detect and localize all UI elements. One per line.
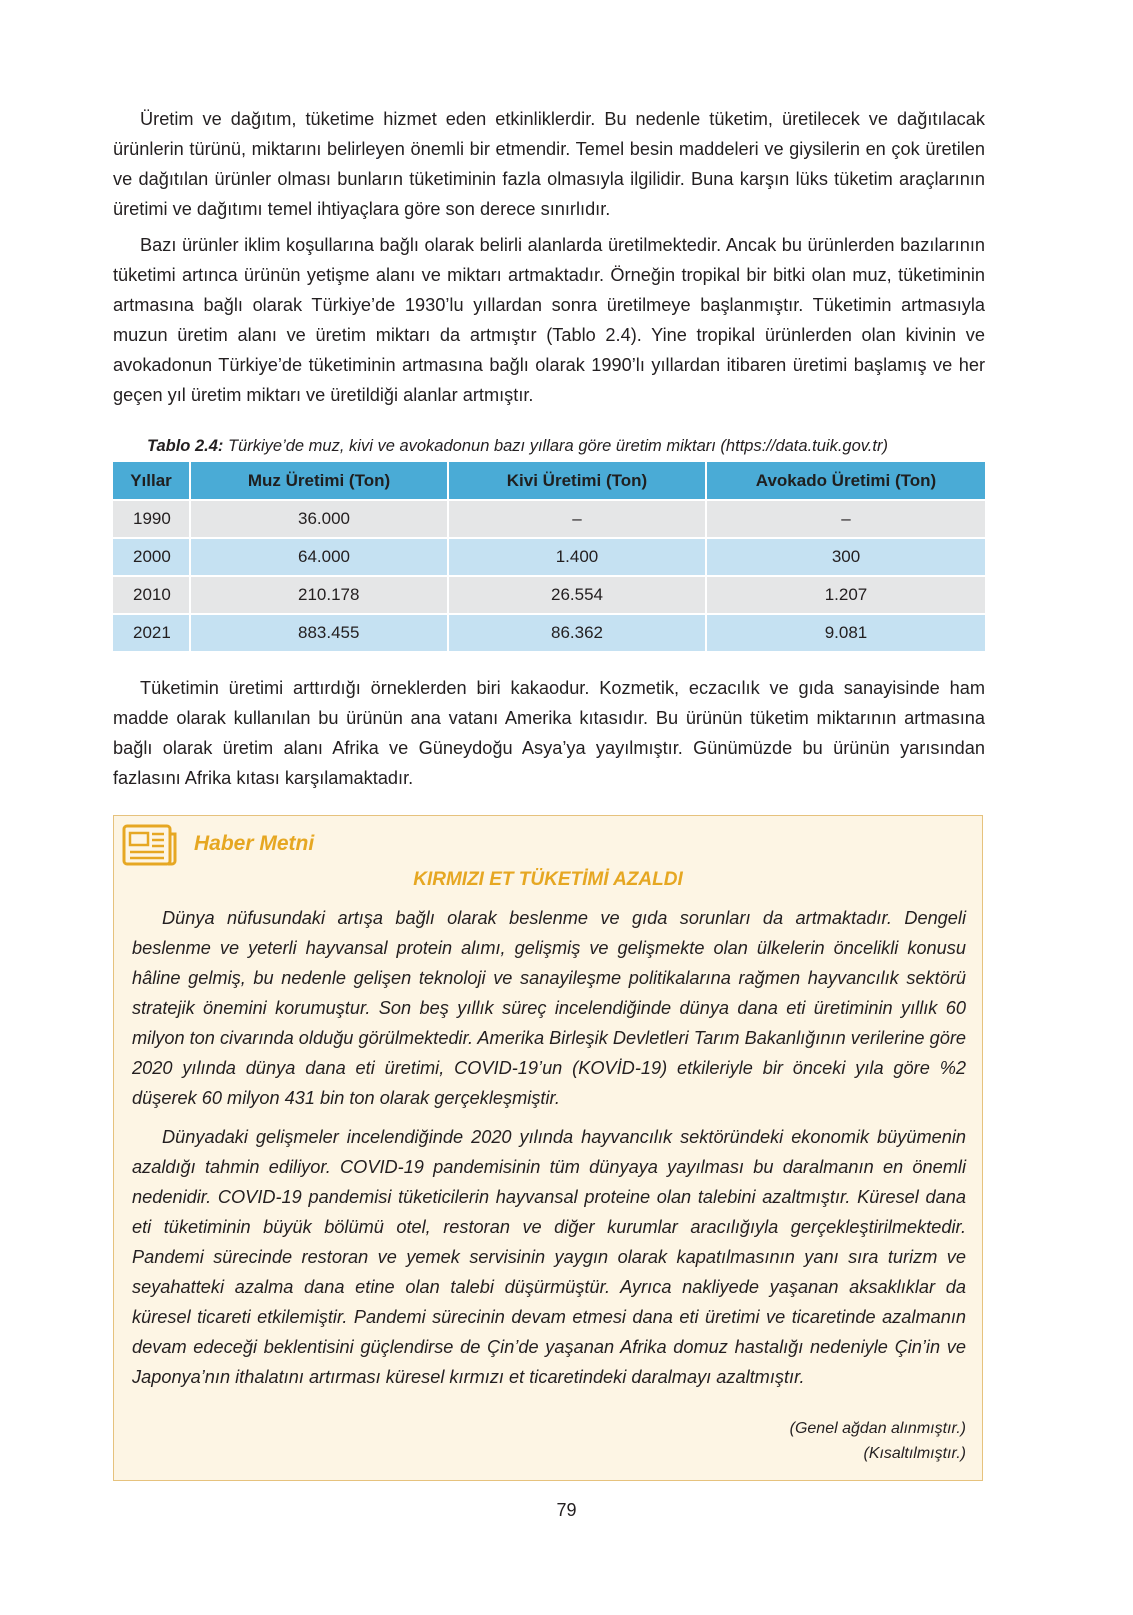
paragraph: Üretim ve dağıtım, tüketime hizmet eden etkinliklerdir. Bu nedenle tüketim, üretilecek ve dağıtılacak ürünlerin türünü, miktarını belirleyen önemli bir etmendir. Temel besin maddeleri ve giysilerin en çok üretilen ve dağıtılan ürünler olması bunların tüketiminin fazla olmasıyla ilgilidir. Buna karşın lüks tüketim araçlarının üretimi ve dağıtımı temel ihtiyaçlara göre son derece sınırlıdır.: [113, 109, 985, 219]
news-body: [132, 903, 966, 1392]
paragraph: Bazı ürünler iklim koşullarına bağlı olarak belirli alanlarda üretilmektedir. Ancak bu ürünlerden bazılarının tüketimi artınca ürünün yetişme alanı ve miktarı artmaktadır. Örneğin tropikal bir bitki olan muz, tüketiminin artmasına bağlı olarak Türkiye’de 1930’lu yıllardan sonra üretilmeye başlanmıştır. Tüketimin artmasıyla muzun üretim alanı ve üretim miktarı da artmıştır (Tablo 2.4). Yine tropikal ürünlerden olan kivinin ve avokadonun Türkiye’de tüketiminin artmasına bağlı olarak 1990’lı yıllardan itibaren üretimi başlamış ve her geçen yıl üretim miktarı ve üretildiği alanlar artmıştır.: [113, 235, 985, 405]
news-paragraph: Dünyadaki gelişmeler incelendiğinde 2020 yılında hayvancılık sektöründeki ekonomik büyümenin azaldığı tahmin ediliyor. COVID-19 pandemisinin tüm dünyaya yayılması bu daralmanın en önemli nedenidir. COVID-19 pandemisi tüketicilerin hayvansal proteine olan talebini azaltmıştır. Küresel dana eti tüketiminin büyük bölümü otel, restoran ve diğer kurumlar aracılığıyla gerçekleştirilmektedir. Pandemi sürecinde restoran ve yemek servisinin yaygın olarak kapatılmasının yanı sıra turizm ve seyahatteki azalma dana etine olan talebi düşürmüştür. Ayrıca nakliyede yaşanan aksaklıklar da küresel ticareti etkilemiştir. Pandemi sürecinin devam etmesi dana eti üretimi ve ticaretinde azalmanın devam edeceği beklentisini güçlendirse de Çin’de yaşanan Afrika domuz hastalığı nedeniyle Çin’in ve Japonya’nın ithalatını artırması küresel kırmızı et ticaretindeki daralmayı azaltmıştır.: [132, 1127, 966, 1387]
table-row: [113, 537, 985, 575]
source-line: (Kısaltılmıştır.): [863, 1445, 966, 1462]
cell-kiwi: 86.362: [447, 613, 705, 651]
cell-year: 2010: [113, 575, 189, 613]
cell-avocado: –: [705, 499, 985, 537]
table-row: [113, 575, 985, 613]
cell-avocado: 300: [705, 537, 985, 575]
news-source: [790, 1416, 966, 1466]
cell-banana: 883.455: [189, 613, 447, 651]
cell-kiwi: –: [447, 499, 705, 537]
paragraph: Tüketimin üretimi arttırdığı örneklerden biri kakaodur. Kozmetik, eczacılık ve gıda sanayisinde ham madde olarak kullanılan bu ürünün ana vatanı Amerika kıtasıdır. Bu ürünün tüketim miktarının artmasına bağlı olarak üretim alanı Afrika ve Güneydoğu Asya’ya yayılmıştır. Günümüzde bu ürünün yarısından fazlasını Afrika kıtası karşılamaktadır.: [113, 678, 985, 788]
intro-text: [113, 104, 985, 410]
cell-avocado: 9.081: [705, 613, 985, 651]
cocoa-text: [113, 673, 985, 793]
table-row: [113, 499, 985, 537]
header-kiwi: Kivi Üretimi (Ton): [447, 462, 705, 499]
production-table: [113, 462, 985, 651]
newspaper-icon: [122, 824, 178, 866]
cell-banana: 64.000: [189, 537, 447, 575]
table-caption: [147, 437, 987, 456]
table-caption-label: Tablo 2.4:: [147, 437, 224, 455]
news-box: [113, 815, 983, 1481]
table-caption-text: Türkiye’de muz, kivi ve avokadonun bazı yıllara göre üretim miktarı (https://data.tuik.gov.tr): [223, 437, 888, 455]
source-line: (Genel ağdan alınmıştır.): [789, 1420, 966, 1437]
cell-avocado: 1.207: [705, 575, 985, 613]
cell-kiwi: 1.400: [447, 537, 705, 575]
news-label: Haber Metni: [194, 832, 315, 855]
cell-year: 2000: [113, 537, 189, 575]
cell-banana: 36.000: [189, 499, 447, 537]
page-number: 79: [556, 1500, 577, 1520]
table-row: [113, 613, 985, 651]
header-avocado: Avokado Üretimi (Ton): [705, 462, 985, 499]
cell-kiwi: 26.554: [447, 575, 705, 613]
header-banana: Muz Üretimi (Ton): [189, 462, 447, 499]
cell-banana: 210.178: [189, 575, 447, 613]
cell-year: 1990: [113, 499, 189, 537]
cell-year: 2021: [113, 613, 189, 651]
news-title: KIRMIZI ET TÜKETİMİ AZALDI: [413, 869, 683, 890]
table-header-row: [113, 462, 985, 499]
news-paragraph: Dünya nüfusundaki artışa bağlı olarak beslenme ve gıda sorunları da artmaktadır. Dengeli beslenme ve yeterli hayvansal protein alımı, gelişmiş ve gelişmekte olan ülkelerin öncelikli konusu hâline gelmiş, bu nedenle gelişen teknoloji ve sanayileşme politikalarına rağmen hayvancılık sektörü stratejik önemini korumuştur. Son beş yıllık süreç incelendiğinde dünya dana eti üretiminin yıllık 60 milyon ton civarında olduğu görülmektedir. Amerika Birleşik Devletleri Tarım Bakanlığının verilerine göre 2020 yılında dünya dana eti üretimi, COVID-19’un (KOVİD-19) etkileriyle bir önceki yıla göre %2 düşerek 60 milyon 431 bin ton olarak gerçekleşmiştir.: [132, 908, 966, 1108]
header-years: Yıllar: [113, 462, 189, 499]
